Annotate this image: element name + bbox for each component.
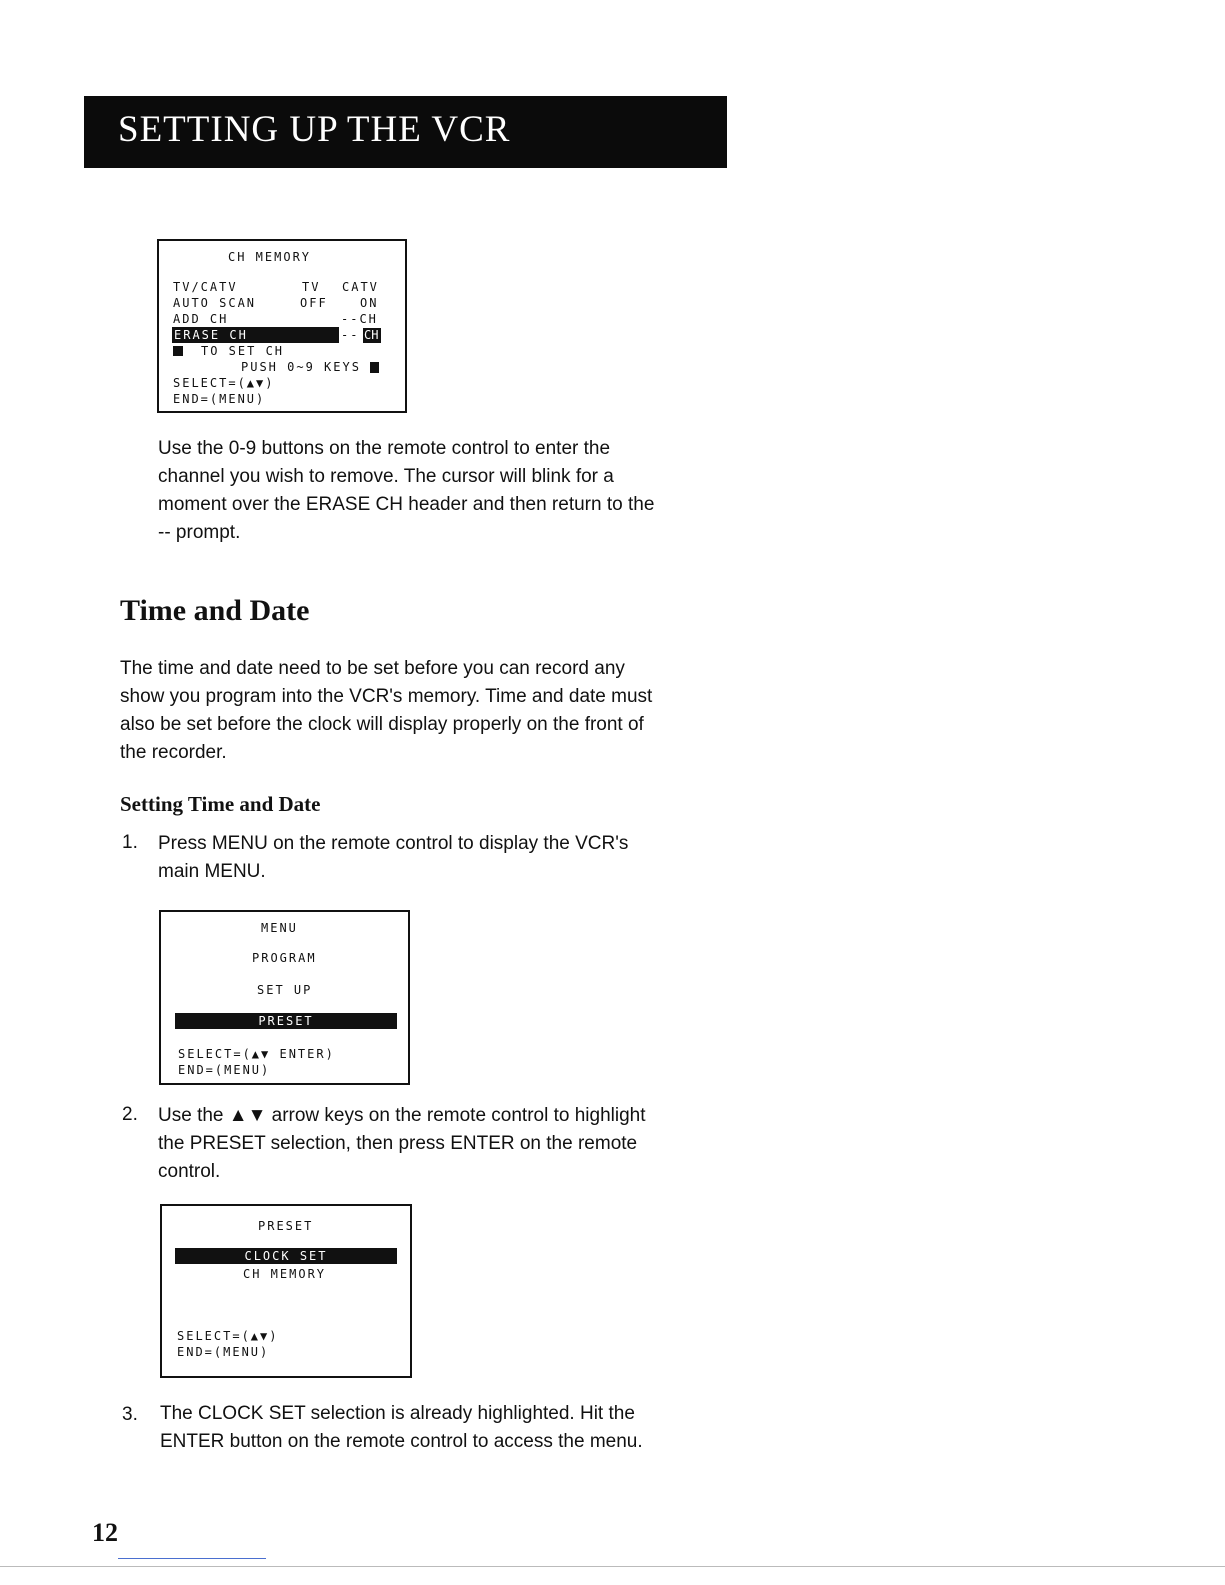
osd-title: MENU	[261, 921, 298, 935]
osd-row-add-ch-value: --CH	[341, 312, 378, 326]
chapter-header	[84, 96, 727, 168]
text-line: also be set before the clock will display properly on the front of	[120, 714, 644, 735]
osd-end-hint: END=(MENU)	[178, 1063, 271, 1077]
osd-erase-ch-highlight	[172, 327, 339, 343]
osd-row-auto-scan-off: OFF	[300, 296, 328, 310]
osd-select-hint: SELECT=(▲▼)	[177, 1329, 279, 1343]
subsection-heading: Setting Time and Date	[120, 792, 321, 816]
text-line: Use the ▲▼ arrow keys on the remote control to highlight	[158, 1105, 646, 1126]
text-line: channel you wish to remove. The cursor will blink for a	[158, 466, 614, 487]
osd-clock-set-highlight	[175, 1248, 397, 1264]
osd-menu-item-program: PROGRAM	[252, 951, 317, 965]
osd-block-marker	[173, 346, 183, 356]
osd-preset-screen	[160, 1204, 412, 1378]
osd-title: PRESET	[258, 1219, 314, 1233]
text-line: The time and date need to be set before you can record any	[120, 658, 625, 679]
section-paragraph	[120, 655, 652, 767]
step-number: 3.	[122, 1404, 138, 1425]
step-1-text	[158, 830, 628, 886]
erase-instructions-paragraph	[158, 435, 654, 547]
text-line: the recorder.	[120, 742, 227, 763]
text-line: The CLOCK SET selection is already highlighted. Hit the	[160, 1403, 635, 1424]
text-line: -- prompt.	[158, 522, 241, 543]
osd-row-to-set-ch: TO SET CH	[201, 344, 285, 358]
osd-end-hint: END=(MENU)	[173, 392, 266, 406]
page-bottom-rule	[0, 1566, 1225, 1567]
osd-menu-item-preset-highlight	[175, 1013, 397, 1029]
osd-row-erase-ch-value: --	[341, 328, 360, 342]
step-number: 1.	[122, 832, 138, 853]
osd-erase-ch-cursor	[363, 328, 381, 343]
step-3-text	[160, 1400, 643, 1456]
osd-menu-item-set-up: SET UP	[257, 983, 313, 997]
text-line: Press MENU on the remote control to display the VCR's	[158, 833, 629, 854]
osd-main-menu-screen	[159, 910, 410, 1085]
osd-row-auto-scan-on: ON	[360, 296, 379, 310]
osd-select-hint: SELECT=(▲▼)	[173, 376, 275, 390]
osd-block-marker-2	[370, 362, 379, 373]
chapter-title: SETTING UP THE VCR	[118, 109, 511, 150]
osd-cursor-ch: CH	[364, 328, 379, 342]
osd-ch-memory-screen	[157, 239, 407, 413]
osd-menu-item-preset: PRESET	[258, 1014, 314, 1028]
osd-row-erase-ch-label: ERASE CH	[174, 328, 248, 342]
page-number: 12	[92, 1518, 118, 1547]
osd-end-hint: END=(MENU)	[177, 1345, 270, 1359]
text-line: the PRESET selection, then press ENTER on the remote	[158, 1133, 638, 1154]
text-line: show you program into the VCR's memory. Time and date must	[120, 686, 653, 707]
osd-row-add-ch-label: ADD CH	[173, 312, 229, 326]
text-line: control.	[158, 1161, 221, 1182]
text-line: ENTER button on the remote control to access the menu.	[160, 1431, 643, 1452]
osd-menu-item-clock-set: CLOCK SET	[244, 1249, 328, 1263]
osd-row-tv-catv-tv: TV	[302, 280, 321, 294]
osd-row-tv-catv-catv: CATV	[342, 280, 379, 294]
text-line: moment over the ERASE CH header and then return to the	[158, 494, 655, 515]
osd-row-auto-scan-label: AUTO SCAN	[173, 296, 257, 310]
section-heading: Time and Date	[120, 594, 310, 627]
text-line: main MENU.	[158, 861, 266, 882]
step-2-text	[158, 1102, 646, 1186]
footer-divider	[118, 1558, 266, 1559]
step-number: 2.	[122, 1104, 138, 1125]
osd-menu-item-ch-memory: CH MEMORY	[243, 1267, 327, 1281]
osd-select-hint: SELECT=(▲▼ ENTER)	[178, 1047, 335, 1061]
osd-title: CH MEMORY	[228, 250, 312, 264]
osd-row-tv-catv-label: TV/CATV	[173, 280, 238, 294]
text-line: Use the 0-9 buttons on the remote control to enter the	[158, 438, 611, 459]
osd-row-push-keys: PUSH 0~9 KEYS	[241, 360, 361, 374]
